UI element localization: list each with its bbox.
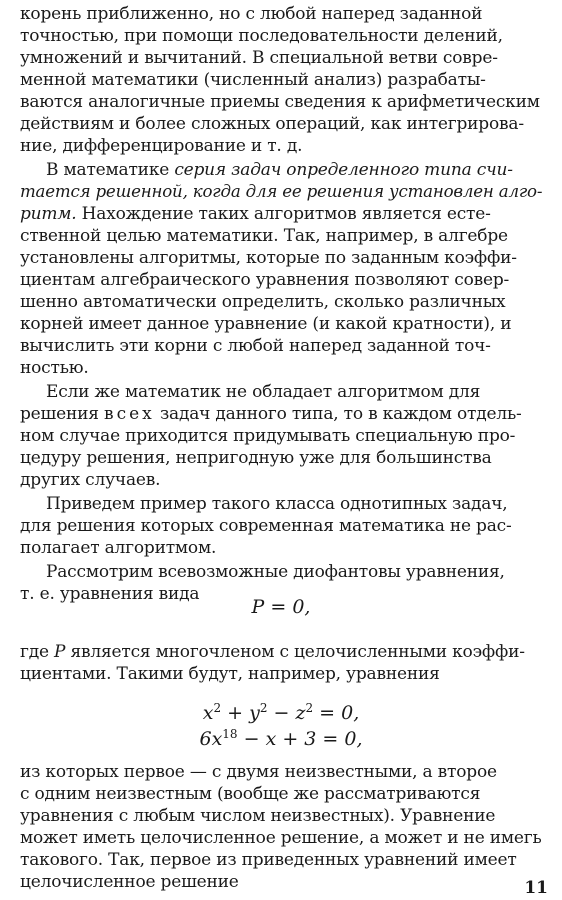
text-line (20, 182, 542, 203)
text-line: корней имеет данное уравнение (и какой кратности), и (20, 314, 512, 334)
italic-definition: серия задач определенного типа счи- (174, 160, 513, 180)
text-line: других случаев. (20, 470, 161, 490)
formula-equation-2: $6x^{18} - x + 3 = 0$, (199, 727, 363, 750)
text-line: ваются аналогичные приемы сведения к арифметическим (20, 92, 540, 112)
text-line: решения всех задач данного типа, то в каждом отдель- (20, 404, 522, 424)
text-line: ние, дифференцирование и т. д. (20, 136, 303, 156)
text-line: полагает алгоритмом. (20, 538, 217, 558)
text-line: менной математики (численный анализ) разрабаты- (20, 70, 486, 90)
text-line: может иметь целочисленное решение, а может и не имегь (20, 828, 542, 848)
italic-definition: тается решенной, когда для ее решения установлен алго- (20, 182, 543, 202)
spaced-emphasis: всех (104, 404, 155, 424)
text-line: вычислить эти корни с любой наперед заданной точ- (20, 336, 491, 356)
text-line: целочисленное решение (20, 872, 239, 892)
text-line: с одним неизвестным (вообще же рассматриваются (20, 784, 481, 804)
text-line: установлены алгоритмы, которые по заданным коэффи- (20, 248, 517, 268)
text-line: действиям и более сложных операций, как интегрирова- (20, 114, 524, 134)
text-line: корень приближенно, но с любой наперед заданной (20, 4, 483, 24)
text-line: Приведем пример такого класса однотипных задач, (46, 494, 508, 514)
text-line: такового. Так, первое из приведенных уравнений имеет (20, 850, 517, 870)
text-line: ном случае приходится придумывать специальную про- (20, 426, 516, 446)
text-line: циентам алгебраического уравнения позволяют совер- (20, 270, 510, 290)
text-line: шенно автоматически определить, сколько различных (20, 292, 506, 312)
formula-equation-1: $x^2 + y^2 - z^2 = 0$, (202, 701, 360, 724)
text-line: т. е. уравнения вида (20, 584, 200, 604)
text-line: точностью, при помощи последовательности делений, (20, 26, 503, 46)
text-line: умножений и вычитаний. В специальной ветви совре- (20, 48, 498, 68)
text-line: ритм. Нахождение таких алгоритмов является есте- (20, 204, 491, 224)
text-line: уравнения с любым числом неизвестных). Уравнение (20, 806, 496, 826)
text-line: ственной целью математики. Так, например, в алгебре (20, 226, 508, 246)
text-line: цедуру решения, непригодную уже для большинства (20, 448, 492, 468)
formula-p-equals-zero: P = 0, (251, 596, 311, 618)
text-line: где P является многочленом с целочисленными коэффи- (20, 642, 525, 662)
text-line: циентами. Такими будут, например, уравнения (20, 664, 440, 684)
text-line: Если же математик не обладает алгоритмом для (46, 382, 481, 402)
italic-definition: ритм. (20, 204, 77, 224)
page-number: 11 (524, 878, 548, 898)
text-line: Рассмотрим всевозможные диофантовы уравнения, (46, 562, 505, 582)
text-line: В математике серия задач определенного типа счи- (46, 160, 513, 180)
text-line: из которых первое — с двумя неизвестными, а второе (20, 762, 497, 782)
text-line: ностью. (20, 358, 89, 378)
text-line: для решения которых современная математика не рас- (20, 516, 512, 536)
